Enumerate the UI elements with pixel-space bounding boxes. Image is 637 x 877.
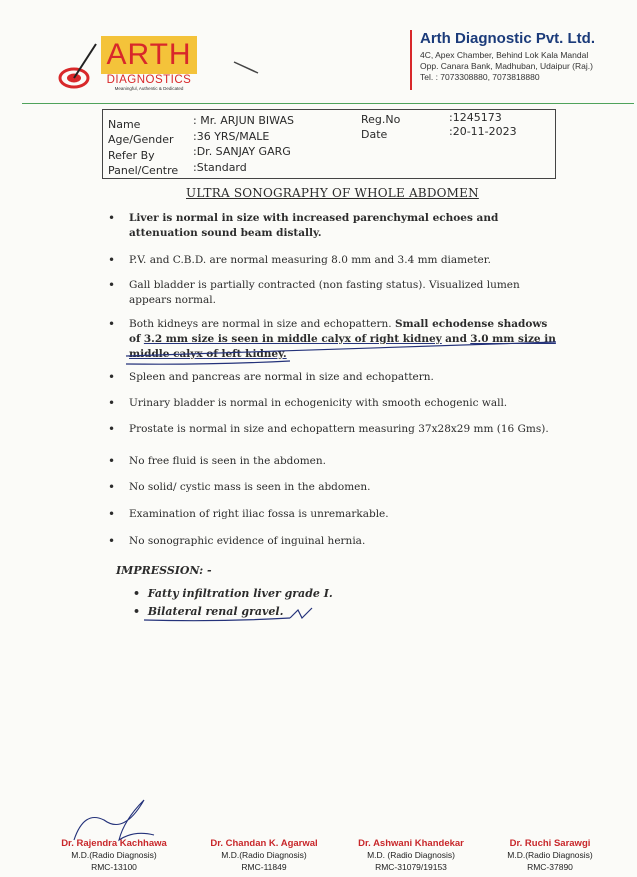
company-name: Arth Diagnostic Pvt. Ltd. <box>420 30 596 47</box>
finding-pv-cbd: P.V. and C.B.D. are normal measuring 8.0 mm and 3.4 mm diameter. <box>129 254 491 266</box>
report-title: ULTRA SONOGRAPHY OF WHOLE ABDOMEN <box>186 186 479 200</box>
kidney-text-d: and <box>445 333 467 345</box>
doctor-card <box>341 838 481 873</box>
doctor-name: Dr. Chandan K. Agarwal <box>210 838 318 849</box>
kidney-text-c: 3.2 mm size is seen in middle calyx of right kidney <box>143 333 442 345</box>
name-label: Name <box>108 118 141 131</box>
finding-item: • P.V. and C.B.D. are normal measuring 8.0 mm and 3.4 mm diameter. <box>108 253 556 268</box>
finding-item: • No free fluid is seen in the abdomen. <box>108 454 556 469</box>
pen-underline <box>140 606 320 626</box>
kidney-text-b: Small echodense shadows of <box>129 318 548 345</box>
doctor-degree: M.D.(Radio Diagnosis) <box>71 850 157 860</box>
doctor-name: Dr. Ruchi Sarawgi <box>509 838 591 849</box>
finding-hernia: No sonographic evidence of inguinal hernia. <box>129 535 366 547</box>
address-line: 4C, Apex Chamber, Behind Lok Kala Mandal <box>420 50 589 60</box>
finding-item: • Liver is normal in size with increased parenchymal echoes and attenuation sound beam distally. <box>108 211 556 241</box>
regno-value: :1245173 <box>449 111 502 124</box>
finding-free-fluid: No free fluid is seen in the abdomen. <box>129 455 326 467</box>
panel-label: Panel/Centre <box>108 164 179 177</box>
regno-label: Reg.No <box>361 113 401 126</box>
impression-item: • Bilateral renal gravel. <box>133 605 284 618</box>
finding-iliac-fossa: Examination of right iliac fossa is unremarkable. <box>129 508 389 520</box>
finding-mass: No solid/ cystic mass is seen in the abdomen. <box>129 481 371 493</box>
finding-liver: Liver is normal in size with increased parenchymal echoes and attenuation sound beam distally. <box>129 212 499 239</box>
doctor-degree: M.D. (Radio Diagnosis) <box>367 850 455 860</box>
pen-mark <box>232 60 262 76</box>
patient-info-box <box>102 109 556 179</box>
pen-underline <box>120 328 560 368</box>
doctor-name: Dr. Rajendra Kachhawa <box>61 838 167 849</box>
impression-fatty-liver: Fatty infiltration liver grade I. <box>147 587 333 600</box>
impression-item: • Fatty infiltration liver grade I. <box>133 587 333 600</box>
refer-value: :Dr. SANJAY GARG <box>193 145 291 158</box>
date-label: Date <box>361 128 388 141</box>
doctor-reg: RMC-37890 <box>527 862 573 872</box>
kidney-text-a: Both kidneys are normal in size and echopattern. <box>129 318 392 330</box>
finding-bladder: Urinary bladder is normal in echogenicity with smooth echogenic wall. <box>129 397 508 409</box>
doctor-card <box>44 838 184 873</box>
finding-item: • Prostate is normal in size and echopattern measuring 37x28x29 mm (16 Gms). <box>108 422 556 437</box>
company-address <box>420 50 637 83</box>
phone-line: Tel. : 7073308880, 7073818880 <box>420 72 540 82</box>
finding-item: • Gall bladder is partially contracted (non fasting status). Visualized lumen appears normal. <box>108 278 556 308</box>
kidney-text-e: 3.0 mm size in middle calyx of left kidney. <box>129 333 556 360</box>
finding-item: • No sonographic evidence of inguinal hernia. <box>108 534 556 549</box>
panel-value: :Standard <box>193 161 247 174</box>
doctor-reg: RMC-11849 <box>241 862 287 872</box>
logo-sub: DIAGNOSTICS <box>106 74 192 86</box>
target-arrow-icon <box>58 40 98 92</box>
date-value: :20-11-2023 <box>449 125 517 138</box>
doctor-card <box>480 838 620 873</box>
name-value: : Mr. ARJUN BIWAS <box>193 114 294 127</box>
finding-spleen: Spleen and pancreas are normal in size and echopattern. <box>129 371 434 383</box>
impression-renal-gravel: Bilateral renal gravel. <box>147 605 284 618</box>
finding-prostate: Prostate is normal in size and echopattern measuring 37x28x29 mm (16 Gms). <box>129 423 549 435</box>
impression-label: IMPRESSION: - <box>116 564 212 577</box>
refer-label: Refer By <box>108 149 155 162</box>
age-label: Age/Gender <box>108 133 174 146</box>
finding-item: • No solid/ cystic mass is seen in the abdomen. <box>108 480 556 495</box>
doctor-degree: M.D.(Radio Diagnosis) <box>221 850 307 860</box>
finding-item: • Spleen and pancreas are normal in size and echopattern. <box>108 370 556 385</box>
doctor-card <box>194 838 334 873</box>
age-value: :36 YRS/MALE <box>193 130 270 143</box>
address-line: Opp. Canara Bank, Madhuban, Udaipur (Raj.) <box>420 61 593 71</box>
finding-gall-bladder: Gall bladder is partially contracted (non fasting status). Visualized lumen appears normal. <box>129 279 520 306</box>
finding-item: • Urinary bladder is normal in echogenicity with smooth echogenic wall. <box>108 396 556 411</box>
logo-brand: ARTH <box>101 36 197 74</box>
doctor-name: Dr. Ashwani Khandekar <box>358 838 464 849</box>
doctor-reg: RMC-13100 <box>91 862 137 872</box>
logo-tagline: Meaningful, Authentic & Dedicated <box>114 86 184 91</box>
header-divider <box>22 103 634 104</box>
doctor-reg: RMC-31079/19153 <box>375 862 447 872</box>
doctor-degree: M.D.(Radio Diagnosis) <box>507 850 593 860</box>
finding-item: • Examination of right iliac fossa is unremarkable. <box>108 507 556 522</box>
arth-logo <box>58 36 198 96</box>
company-header <box>410 30 637 90</box>
finding-item: • Both kidneys are normal in size and echopattern. Small echodense shadows of 3.2 mm size is seen in middle calyx of right kidney and 3.0 mm size in middle calyx of left kidney. <box>108 317 556 360</box>
